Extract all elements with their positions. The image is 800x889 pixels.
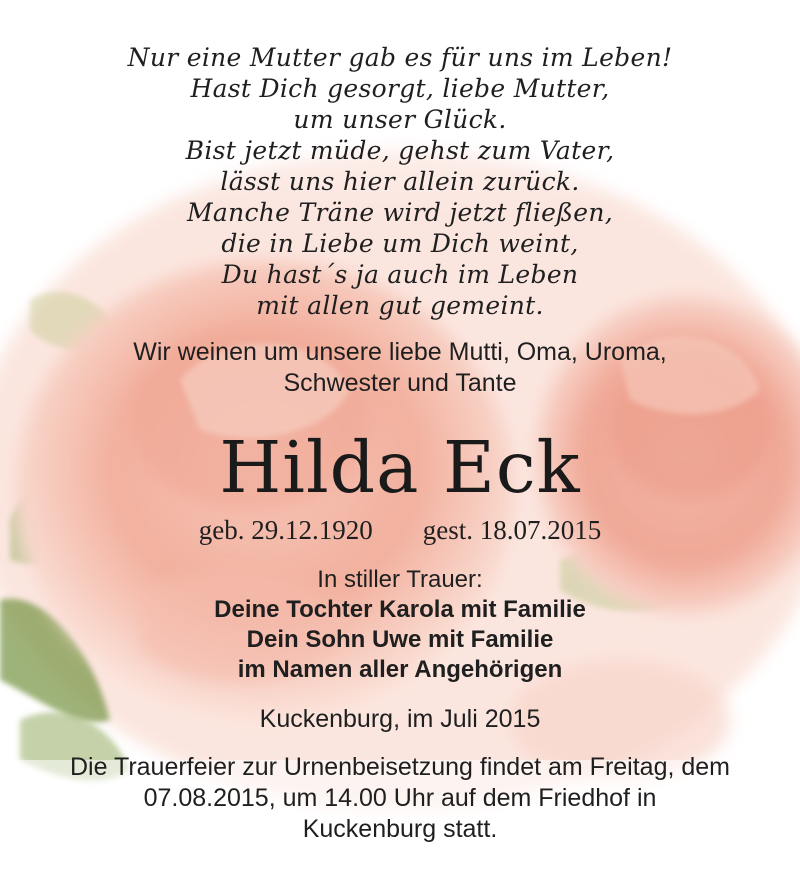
poem-line: die in Liebe um Dich weint, bbox=[221, 229, 579, 258]
intro-line: Wir weinen um unsere liebe Mutti, Oma, Uroma, bbox=[133, 338, 667, 366]
mourners-block bbox=[0, 565, 800, 685]
poem-line: mit allen gut gemeint. bbox=[256, 291, 544, 320]
poem-line: lässt uns hier allein zurück. bbox=[220, 167, 580, 196]
mourning-heading: In stiller Trauer: bbox=[317, 566, 483, 593]
service-line: Kuckenburg statt. bbox=[302, 815, 498, 843]
poem-line: Bist jetzt müde, gehst zum Vater, bbox=[185, 136, 615, 165]
birth-date: geb. 29.12.1920 bbox=[198, 515, 373, 545]
intro-text bbox=[0, 337, 800, 399]
intro-line: Schwester und Tante bbox=[283, 369, 517, 397]
deceased-name: Hilda Eck bbox=[219, 426, 581, 509]
service-line: Die Trauerfeier zur Urnenbeisetzung findet am Freitag, dem bbox=[69, 753, 731, 781]
poem-line: Hast Dich gesorgt, liebe Mutter, bbox=[190, 74, 610, 103]
poem-line: Du hast´s ja auch im Leben bbox=[221, 260, 579, 289]
life-dates bbox=[0, 514, 800, 546]
mourner-line: Dein Sohn Uwe mit Familie bbox=[246, 626, 554, 653]
mourner-line: Deine Tochter Karola mit Familie bbox=[214, 596, 586, 623]
poem-line: Manche Träne wird jetzt fließen, bbox=[186, 198, 614, 227]
poem-line: um unser Glück. bbox=[293, 105, 507, 134]
poem-line: Nur eine Mutter gab es für uns im Leben! bbox=[127, 43, 673, 72]
place-and-date: Kuckenburg, im Juli 2015 bbox=[259, 705, 541, 733]
service-announcement bbox=[0, 752, 800, 845]
mourner-line: im Namen aller Angehörigen bbox=[237, 656, 563, 683]
death-date: gest. 18.07.2015 bbox=[422, 515, 602, 545]
service-line: 07.08.2015, um 14.00 Uhr auf dem Friedhof in bbox=[143, 784, 657, 812]
poem bbox=[0, 42, 800, 321]
